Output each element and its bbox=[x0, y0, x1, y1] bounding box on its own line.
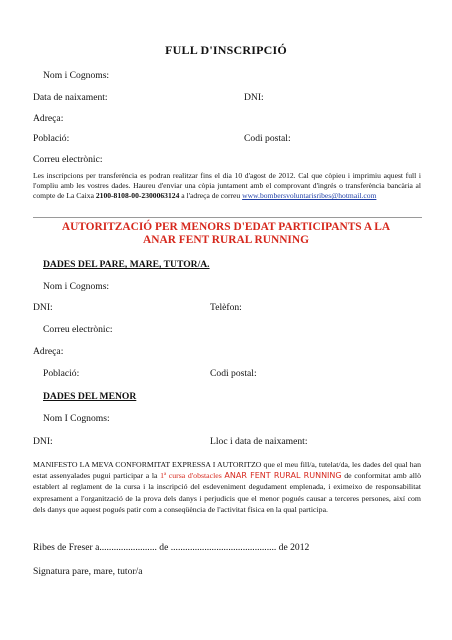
race-name-2: ANAR FENT RURAL RUNNING bbox=[224, 471, 342, 481]
authorization-title-line-1: AUTORITZACIÓ PER MENORS D'EDAT PARTICIPANTS A LA bbox=[61, 221, 391, 233]
parent-section-heading: DADES DEL PARE, MARE, TUTOR/A. bbox=[43, 259, 210, 270]
parent-address-field-label: Adreça: bbox=[33, 346, 64, 357]
declaration-paragraph bbox=[33, 459, 421, 515]
registration-info-paragraph bbox=[33, 171, 421, 201]
town-field-label: Població: bbox=[33, 133, 70, 144]
minor-birth-field-label: Lloc i data de naixament: bbox=[210, 436, 308, 447]
info-text-1: Les inscripcions per transferència es podran realitzar fins el dia 10 d'agost de 2012. Cal que còpieu i imprimiu aquest full i l'ompliu amb les vostres dades. Haureu d'enviar una còpia juntament amb el comprovant d'ingrés o transferència bancària al compte de La Caixa bbox=[33, 171, 421, 200]
section-divider bbox=[33, 217, 422, 218]
email-field-label: Correu electrònic: bbox=[33, 154, 103, 165]
postal-code-field-label: Codi postal: bbox=[244, 133, 291, 144]
declaration-text-1: MANIFESTO LA MEVA CONFORMITAT EXPRESSA I AUTORITZO que el meu fill/a, tutelat/da, les dades del qual han estat assenyalades pugui participar a la bbox=[33, 460, 421, 481]
contact-email-link[interactable]: www.bombersvoluntarisribes@hotmail.com bbox=[242, 191, 377, 200]
place-date-line: Ribes de Freser a........................ de ............................................ de 2012 bbox=[33, 542, 310, 553]
parent-town-field-label: Població: bbox=[43, 368, 80, 379]
info-text-2: a l'adreça de correu bbox=[179, 191, 243, 200]
address-field-label: Adreça: bbox=[33, 113, 64, 124]
authorization-title-line-2: ANAR FENT RURAL RUNNING bbox=[143, 234, 309, 246]
parent-dni-field-label: DNI: bbox=[33, 302, 53, 313]
name-field-label: Nom i Cognoms: bbox=[43, 70, 110, 81]
page-title: FULL D'INSCRIPCIÓ bbox=[165, 43, 287, 57]
race-name-1: 1ª cursa d'obstacles bbox=[160, 471, 222, 481]
minor-name-field-label: Nom I Cognoms: bbox=[43, 413, 110, 424]
minor-section-heading: DADES DEL MENOR bbox=[43, 391, 137, 402]
birth-date-field-label: Data de naixament: bbox=[33, 92, 108, 103]
parent-email-field-label: Correu electrònic: bbox=[43, 324, 113, 335]
parent-name-field-label: Nom i Cognoms: bbox=[43, 281, 110, 292]
dni-field-label: DNI: bbox=[244, 92, 264, 103]
parent-phone-field-label: Telèfon: bbox=[210, 302, 242, 313]
declaration-text-2: de conformitat amb allò establert al reglament de la cursa i la inscripció del esdeveniment degudament emplenada, i eximeixo de responsabilitat expresament a l'organització de la prova dels danys i perjudicis que el menor pogués causar a terceres persones, així com dels danys que aquest pogués patir com a conseqüència de l'activitat física en la qual participa. bbox=[33, 471, 421, 514]
minor-dni-field-label: DNI: bbox=[33, 436, 53, 447]
parent-postal-code-field-label: Codi postal: bbox=[210, 368, 257, 379]
signature-label: Signatura pare, mare, tutor/a bbox=[33, 566, 143, 577]
bank-account-number: 2100-8108-00-2300063124 bbox=[95, 191, 180, 200]
